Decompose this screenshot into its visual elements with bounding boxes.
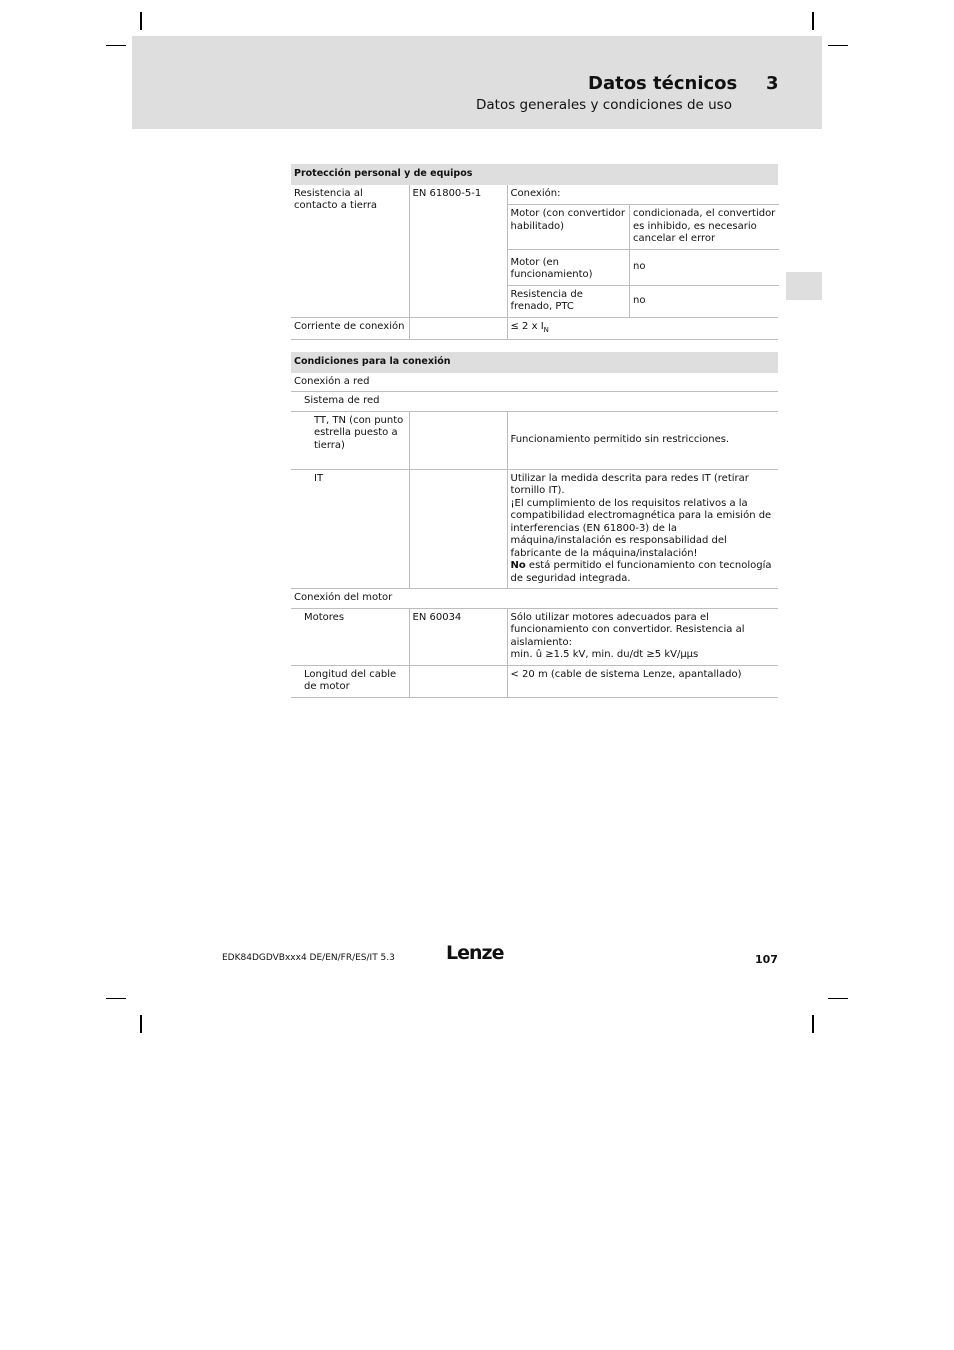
table-row	[291, 608, 778, 665]
section-motor: Conexión del motor	[291, 589, 778, 609]
motors-value: Sólo utilizar motores adecuados para el funcionamiento con convertidor. Resistencia al aislamiento:	[510, 611, 745, 648]
page-number: 107	[755, 953, 778, 966]
table-row	[291, 411, 778, 469]
item-value: no	[630, 249, 779, 285]
it-line-1: Utilizar la medida descrita para redes IT (retirar tornillo IT).	[510, 472, 749, 496]
crop-mark	[140, 12, 142, 30]
section-mains: Conexión a red	[291, 373, 778, 392]
current-value: ≤ 2 x I	[510, 320, 544, 332]
list-item	[508, 249, 779, 285]
item-name: Resistencia de frenado, PTC	[510, 288, 583, 312]
protection-table	[291, 164, 778, 340]
crop-mark	[812, 1015, 814, 1033]
it-line-3-bold: No	[510, 560, 526, 571]
table-row	[291, 317, 778, 340]
it-line-3	[511, 560, 776, 585]
row-label: IT	[291, 469, 409, 589]
lenze-logo: Lenze	[446, 942, 504, 964]
row-label: Longitud del cable de motor	[291, 665, 409, 697]
list-item	[508, 285, 779, 317]
page-title: Datos técnicos	[588, 73, 738, 94]
row-value: Funcionamiento permitido sin restricciones.	[507, 411, 778, 469]
row-standard	[409, 411, 507, 469]
table-row	[291, 665, 778, 697]
crop-mark	[812, 12, 814, 30]
table-row	[291, 185, 778, 318]
connection-subtable	[508, 185, 779, 317]
crop-mark	[106, 998, 126, 999]
row-standard: EN 61800-5-1	[409, 185, 507, 318]
row-standard	[409, 665, 507, 697]
row-label: Motores	[291, 608, 409, 665]
table-row	[291, 469, 778, 589]
subsection-system: Sistema de red	[291, 392, 778, 412]
table-heading: Protección personal y de equipos	[291, 164, 778, 185]
item-name: Motor (con convertidor habilitado)	[508, 205, 630, 250]
row-value: < 20 m (cable de sistema Lenze, apantallado)	[507, 665, 778, 697]
row-value	[507, 469, 778, 589]
row-standard: EN 60034	[409, 608, 507, 665]
crop-mark	[828, 45, 848, 46]
document-code: EDK84DGDVBxxx4 DE/EN/FR/ES/IT 5.3	[222, 953, 395, 963]
it-line-3-rest: está permitido el funcionamiento con tecnología de seguridad integrada.	[510, 560, 772, 584]
crop-mark	[828, 998, 848, 999]
row-value	[507, 608, 778, 665]
item-value: condicionada, el convertidor es inhibido, es necesario cancelar el error	[630, 205, 779, 250]
crop-mark	[140, 1015, 142, 1033]
connection-table	[291, 352, 778, 698]
list-item	[508, 205, 779, 250]
chapter-side-tab	[786, 272, 822, 300]
row-label: Resistencia al contacto a tierra	[291, 185, 409, 318]
row-label: TT, TN (con punto estrella puesto a tierra)	[291, 411, 409, 469]
page-subtitle: Datos generales y condiciones de uso	[476, 97, 732, 113]
row-standard	[409, 469, 507, 589]
connection-intro: Conexión:	[508, 185, 779, 205]
item-name: Motor (en funcionamiento)	[508, 249, 630, 285]
it-line-2: ¡El cumplimiento de los requisitos relativos a la compatibilidad electromagnética para la emisión de interferencias (EN 61800-3) de la máquina/instalación es responsabilidad del fabricante de la máquina/instalación!	[510, 497, 772, 559]
current-subscript: N	[543, 325, 549, 334]
item-value: no	[630, 285, 779, 317]
row-value	[507, 317, 778, 340]
row-label: Corriente de conexión	[291, 317, 409, 340]
crop-mark	[106, 45, 126, 46]
motors-value-2: min. û ≥1.5 kV, min. du/dt ≥5 kV/μμs	[510, 649, 699, 660]
chapter-number: 3	[766, 73, 779, 94]
row-value-cell	[507, 185, 778, 318]
row-standard	[409, 317, 507, 340]
table-heading: Condiciones para la conexión	[291, 352, 778, 373]
